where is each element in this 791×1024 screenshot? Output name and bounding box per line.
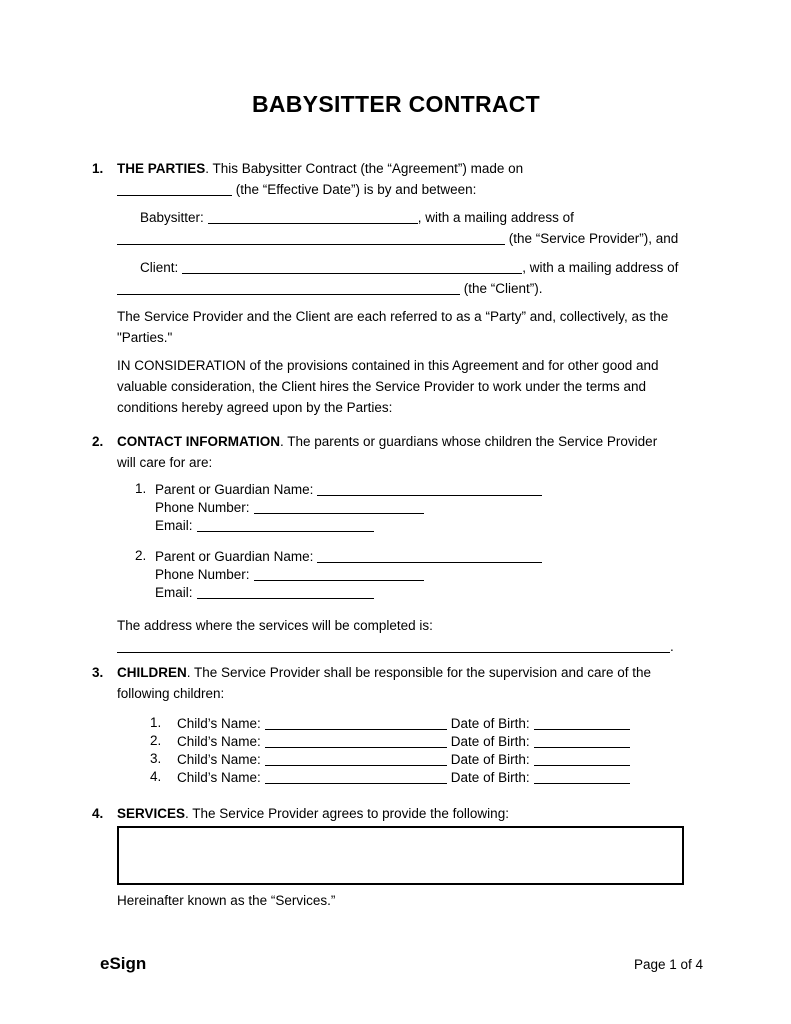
service-address-label: The address where the services will be completed is: — [117, 618, 433, 633]
babysitter-address-blank[interactable] — [117, 229, 505, 245]
child-row — [150, 750, 700, 768]
parties-paragraph: The Service Provider and the Client are each referred to as a “Party” and, collectively, as the "Parties." — [117, 309, 669, 345]
dob-label: Date of Birth: — [450, 734, 530, 749]
page-title: BABYSITTER CONTRACT — [251, 91, 541, 117]
babysitter-label: Babysitter: — [140, 210, 204, 225]
child-number: 1. — [150, 715, 162, 730]
section-services — [92, 803, 700, 911]
section-heading: SERVICES — [117, 806, 186, 821]
email-blank[interactable] — [197, 583, 374, 599]
service-provider-text: (the “Service Provider”), and — [505, 231, 679, 246]
phone-blank[interactable] — [254, 498, 424, 514]
babysitter-clause — [117, 207, 700, 249]
section-intro: CHILDREN. The Service Provider shall be responsible for the supervision and care of the following children: — [117, 665, 652, 701]
parent-name-blank[interactable] — [317, 480, 542, 496]
client-address-blank[interactable] — [117, 279, 460, 295]
section-intro-text: . This Babysitter Contract (the “Agreement”) made on — [205, 161, 524, 176]
child-name-blank[interactable] — [265, 750, 447, 766]
email-blank[interactable] — [197, 516, 374, 532]
dob-blank[interactable] — [534, 750, 630, 766]
babysitter-clause-text: , with a mailing address of — [417, 210, 574, 225]
client-name-blank[interactable] — [182, 258, 522, 274]
effective-date-text: (the “Effective Date”) is by and between: — [232, 182, 477, 197]
dob-label: Date of Birth: — [450, 770, 530, 785]
child-name-label: Child’s Name: — [177, 752, 261, 767]
section-number: 2. — [92, 434, 104, 449]
service-address-blank[interactable] — [117, 637, 670, 653]
child-number: 2. — [150, 733, 162, 748]
phone-blank[interactable] — [254, 565, 424, 581]
child-row — [150, 768, 700, 786]
section-children — [92, 662, 700, 786]
section-contact-information — [92, 431, 700, 657]
section-heading: CONTACT INFORMATION — [117, 434, 280, 449]
child-name-blank[interactable] — [265, 732, 447, 748]
service-address-paragraph: The address where the services will be completed is: . — [117, 618, 674, 654]
section-intro-text: . The Service Provider agrees to provide the following: — [185, 806, 509, 821]
child-number: 4. — [150, 769, 162, 784]
section-heading: THE PARTIES — [117, 161, 206, 176]
children-list — [117, 714, 700, 786]
section-the-parties — [92, 158, 700, 418]
client-text: (the “Client”). — [460, 281, 543, 296]
contact-number: 2. — [135, 548, 147, 563]
page-footer — [100, 953, 703, 975]
contact-number: 1. — [135, 481, 147, 496]
section-intro-text: . The parents or guardians whose children the Service Provider — [279, 434, 658, 449]
parent-name-blank[interactable] — [317, 547, 542, 563]
child-row — [150, 714, 700, 732]
effective-date-blank[interactable] — [117, 180, 232, 196]
contact-item — [135, 547, 700, 601]
phone-label: Phone Number: — [155, 567, 250, 582]
child-name-blank[interactable] — [265, 714, 447, 730]
client-label: Client: — [140, 260, 179, 275]
dob-label: Date of Birth: — [450, 716, 530, 731]
section-heading: CHILDREN — [117, 665, 187, 680]
parent-name-label: Parent or Guardian Name: — [155, 482, 314, 497]
services-note: Hereinafter known as the “Services.” — [117, 893, 336, 908]
section-intro-text: . The Service Provider shall be responsible for the supervision and care of the — [186, 665, 652, 680]
dob-blank[interactable] — [534, 714, 630, 730]
section-number: 4. — [92, 806, 104, 821]
email-label: Email: — [155, 585, 193, 600]
section-number: 1. — [92, 161, 104, 176]
contact-item — [135, 480, 700, 534]
child-number: 3. — [150, 751, 162, 766]
page-number: Page 1 of 4 — [633, 957, 703, 972]
email-label: Email: — [155, 518, 193, 533]
client-clause-text: , with a mailing address of — [522, 260, 679, 275]
section-intro: CONTACT INFORMATION. The parents or guardians whose children the Service Provider will care for are: — [117, 434, 658, 470]
child-name-blank[interactable] — [265, 768, 447, 784]
services-input-box[interactable] — [117, 826, 684, 885]
consideration-paragraph: IN CONSIDERATION of the provisions contained in this Agreement and for other good and valuable consideration, the Client hires the Service Provider to work under the terms and conditions hereby agreed upon by the Parties: — [117, 358, 659, 415]
dob-blank[interactable] — [534, 768, 630, 784]
section-number: 3. — [92, 665, 104, 680]
child-name-label: Child’s Name: — [177, 734, 261, 749]
section-intro — [117, 803, 700, 824]
esign-logo: eSign — [100, 954, 147, 973]
dob-label: Date of Birth: — [450, 752, 530, 767]
babysitter-name-blank[interactable] — [208, 208, 418, 224]
client-clause — [117, 257, 700, 299]
dob-blank[interactable] — [534, 732, 630, 748]
parent-name-label: Parent or Guardian Name: — [155, 549, 314, 564]
phone-label: Phone Number: — [155, 500, 250, 515]
child-name-label: Child’s Name: — [177, 770, 261, 785]
section-intro — [117, 158, 700, 200]
child-row — [150, 732, 700, 750]
child-name-label: Child’s Name: — [177, 716, 261, 731]
